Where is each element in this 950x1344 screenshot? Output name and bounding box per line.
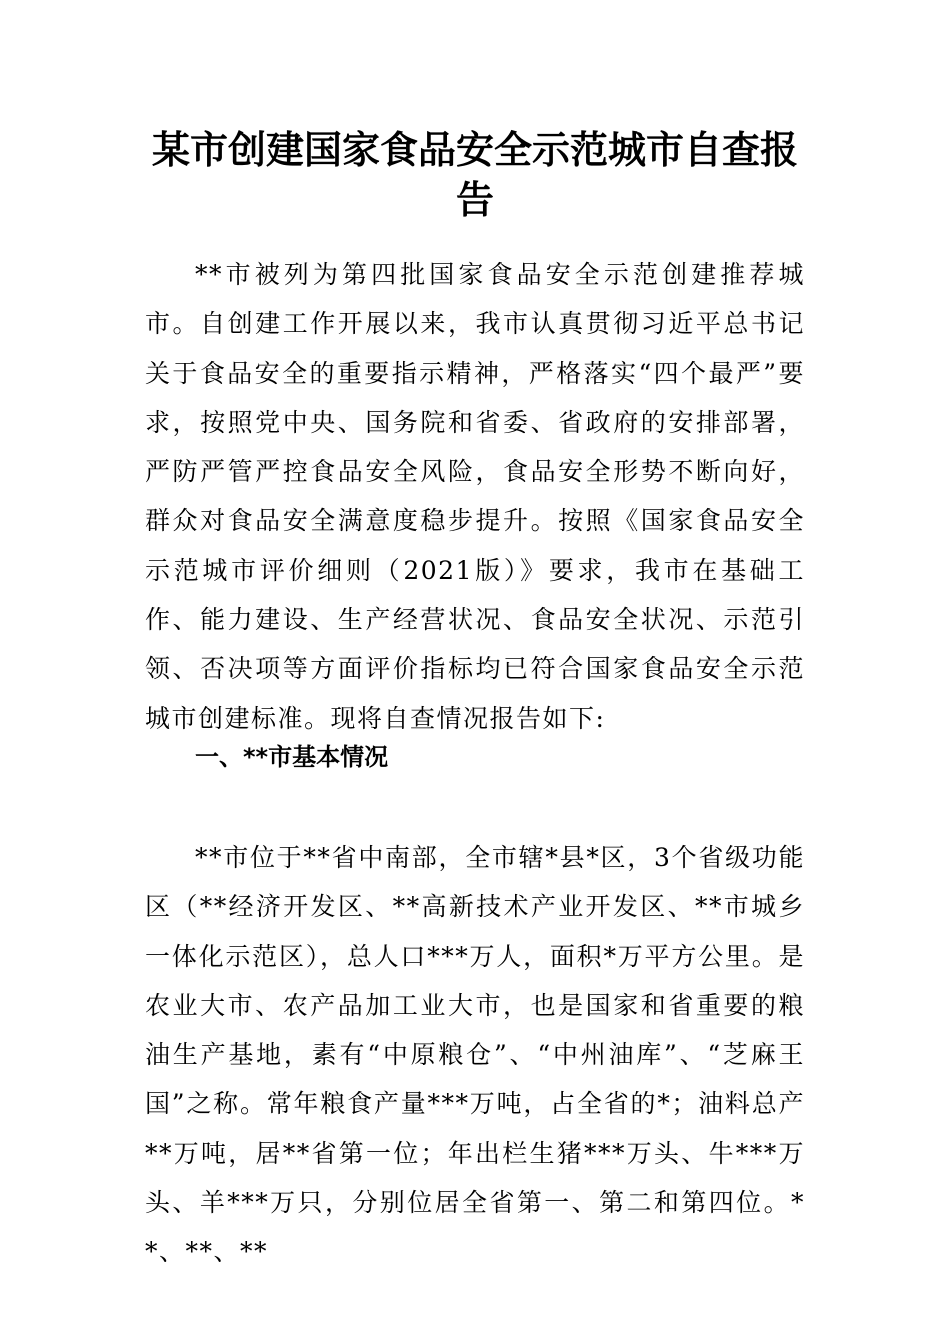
- intro-paragraph: **市被列为第四批国家食品安全示范创建推荐城市。自创建工作开展以来，我市认真贯彻习近平总书记关于食品安全的重要指示精神，严格落实“四个最严”要求，按照党中央、国务院和省委、省政府的安排部署，严防严管严控食品安全风险，食品安全形势不断向好，群众对食品安全满意度稳步提升。按照《国家食品安全示范城市评价细则（2021版）》要求，我市在基础工作、能力建设、生产经营状况、食品安全状况、示范引领、否决项等方面评价指标均已符合国家食品安全示范城市创建标准。现将自查情况报告如下:: [145, 260, 805, 733]
- document-title: 某市创建国家食品安全示范城市自查报告: [151, 127, 798, 222]
- section-heading: 一、**市基本情况: [195, 743, 389, 771]
- basic-info-paragraph: **市位于**省中南部，全市辖*县*区，3个省级功能区（**经济开发区、**高新技术产业开发区、**市城乡一体化示范区），总人口***万人，面积*万平方公里。是农业大市、农产品加工业大市，也是国家和省重要的粮油生产基地，素有“中原粮仓”、“中州油库”、“芝麻王国”之称。常年粮食产量***万吨，占全省的*；油料总产**万吨，居**省第一位；年出栏生猪***万头、牛***万头、羊***万只，分别位居全省第一、第二和第四位。**、**、**: [145, 843, 805, 1267]
